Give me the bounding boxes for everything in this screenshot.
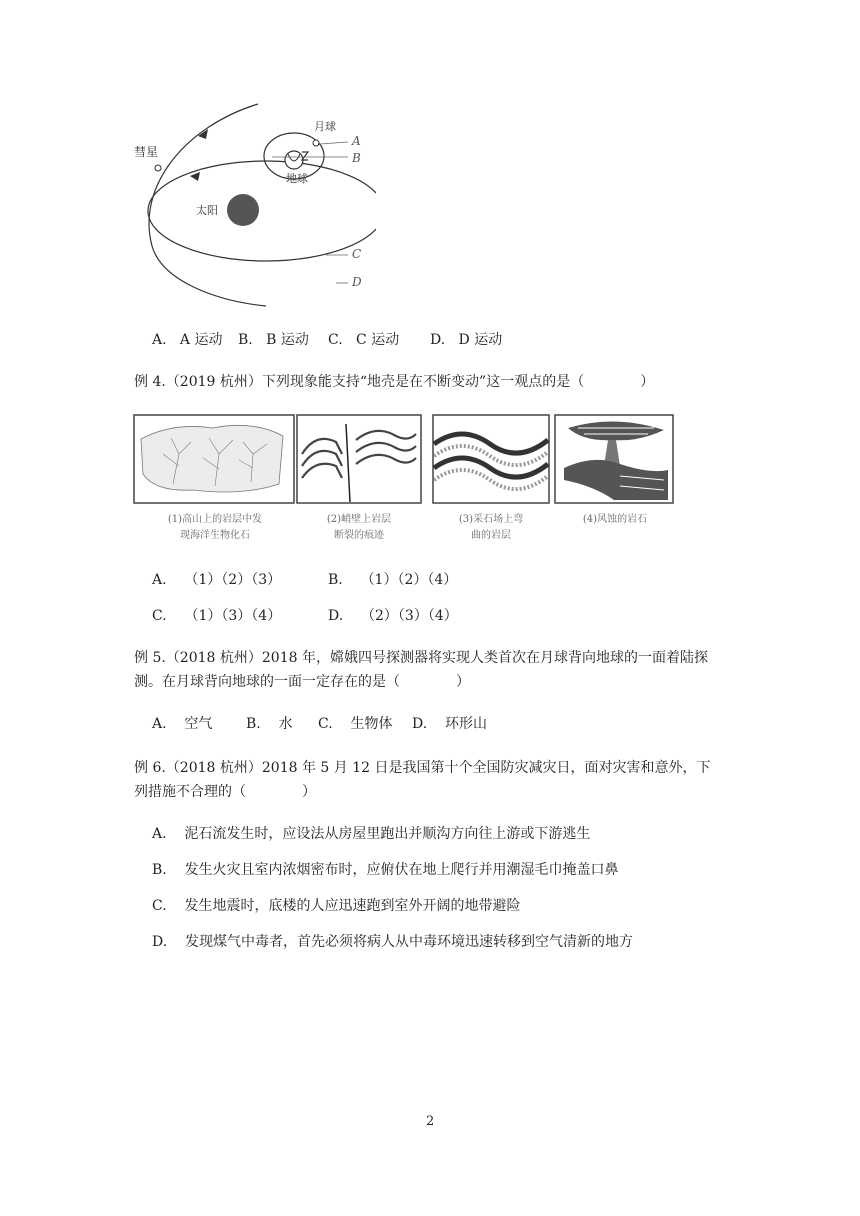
orbit-arrow-icon bbox=[190, 172, 200, 181]
earth-orbit bbox=[148, 161, 376, 261]
q5-option-c: C. 生物体 bbox=[318, 716, 393, 732]
q4-panel-3-caption-2: 曲的岩层 bbox=[471, 530, 511, 541]
q6-option-b: B. 发生火灾且室内浓烟密布时，应俯伏在地上爬行并用潮湿毛巾掩盖口鼻 bbox=[152, 862, 619, 878]
earth bbox=[285, 151, 303, 169]
orbit-diagram bbox=[126, 96, 376, 308]
q4-option-b: B. （1）（2）（4） bbox=[328, 572, 458, 588]
comet bbox=[155, 165, 161, 171]
q4-panel-3-caption-1: (3)采石场上弯 bbox=[458, 514, 524, 525]
q6-option-c: C. 发生地震时，底楼的人应迅速跑到室外开阔的地带避险 bbox=[152, 898, 521, 914]
q6-option-d: D. 发现煤气中毒者，首先必须将病人从中毒环境迅速转移到空气清新的地方 bbox=[152, 934, 633, 950]
label-b: B bbox=[352, 151, 361, 165]
label-moon: 月球 bbox=[314, 120, 336, 133]
q4-panel-1-caption-2: 现海洋生物化石 bbox=[180, 530, 250, 541]
sun bbox=[227, 194, 259, 226]
q6-option-a: A. 泥石流发生时，应设法从房屋里跑出并顺沟方向往上游或下游逃生 bbox=[152, 826, 591, 842]
label-a: A bbox=[352, 134, 361, 148]
q4-panel-2 bbox=[296, 414, 424, 544]
label-d: D bbox=[352, 275, 362, 289]
q5-stem-line-2: 测。在月球背向地球的一面一定存在的是（ ） bbox=[134, 674, 470, 690]
q4-panel-4-caption-1: (4)风蚀的岩石 bbox=[582, 514, 648, 525]
q4-option-c: C. （1）（3）（4） bbox=[152, 608, 282, 624]
q4-panel-3 bbox=[432, 414, 552, 544]
q4-panel-2-caption-1: (2)峭壁上岩层 bbox=[326, 514, 392, 525]
q5-option-b: B. 水 bbox=[246, 716, 293, 732]
label-c: C bbox=[352, 247, 362, 261]
q3-option-b: B. B 运动 bbox=[238, 332, 309, 348]
page-number: 2 bbox=[426, 1114, 435, 1129]
label-comet: 彗星 bbox=[134, 145, 159, 159]
q3-option-a: A. A 运动 bbox=[152, 332, 223, 348]
q4-panel-4 bbox=[554, 414, 676, 544]
q4-option-a: A. （1）（2）（3） bbox=[152, 572, 282, 588]
q6-stem-line-1: 例 6.（2018 杭州）2018 年 5 月 12 日是我国第十个全国防灾减灾日，面对灾害和意外，下 bbox=[134, 760, 711, 776]
q5-option-d: D. 环形山 bbox=[412, 716, 487, 732]
q5-option-a: A. 空气 bbox=[152, 716, 213, 732]
q4-option-d: D. （2）（3）（4） bbox=[328, 608, 458, 624]
q4-panel-1-caption-1: (1)高山上的岩层中发 bbox=[167, 514, 263, 525]
q3-option-d: D. D 运动 bbox=[430, 332, 503, 348]
q4-panel-2-caption-2: 断裂的痕迹 bbox=[334, 530, 384, 541]
q4-panel-1 bbox=[133, 414, 297, 544]
q6-stem-line-2: 列措施不合理的（ ） bbox=[134, 784, 316, 800]
label-earth: 地球 bbox=[286, 172, 308, 185]
label-sun: 太阳 bbox=[196, 204, 218, 217]
q5-stem-line-1: 例 5.（2018 杭州）2018 年，嫦娥四号探测器将实现人类首次在月球背向地球的一面着陆探 bbox=[134, 650, 708, 666]
q3-option-c: C. C 运动 bbox=[328, 332, 400, 348]
moon bbox=[313, 140, 319, 146]
q4-stem: 例 4.（2019 杭州）下列现象能支持“地壳是在不断变动”这一观点的是（ ） bbox=[134, 374, 655, 390]
